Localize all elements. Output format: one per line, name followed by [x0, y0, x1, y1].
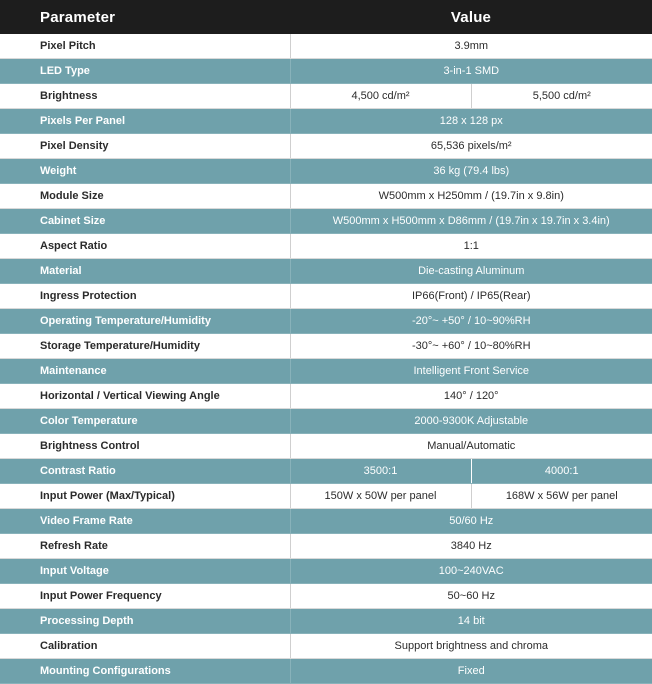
value-cell: 65,536 pixels/m²: [290, 134, 652, 159]
table-row: [0, 184, 652, 209]
value-cell: W500mm x H500mm x D86mm / (19.7in x 19.7in x 3.4in): [290, 209, 652, 234]
parameter-cell: Refresh Rate: [0, 534, 290, 559]
parameter-cell: Module Size: [0, 184, 290, 209]
value-cell: -20°~ +50° / 10~90%RH: [290, 309, 652, 334]
parameter-cell: Material: [0, 259, 290, 284]
table-row: [0, 309, 652, 334]
value-cell: 50~60 Hz: [290, 584, 652, 609]
parameter-cell: Storage Temperature/Humidity: [0, 334, 290, 359]
table-row: [0, 384, 652, 409]
table-row: [0, 509, 652, 534]
table-body: [0, 34, 652, 684]
table-row: [0, 159, 652, 184]
parameter-cell: Weight: [0, 159, 290, 184]
parameter-cell: Horizontal / Vertical Viewing Angle: [0, 384, 290, 409]
parameter-cell: Pixel Density: [0, 134, 290, 159]
value-cell: 2000-9300K Adjustable: [290, 409, 652, 434]
table-row: [0, 209, 652, 234]
value-cell: 3840 Hz: [290, 534, 652, 559]
table-row: [0, 409, 652, 434]
table-row: [0, 484, 652, 509]
table-row: [0, 259, 652, 284]
table-row: [0, 284, 652, 309]
value-cell: Intelligent Front Service: [290, 359, 652, 384]
table-row: [0, 109, 652, 134]
value-cell: 4,500 cd/m²: [290, 84, 471, 109]
parameter-cell: Input Power Frequency: [0, 584, 290, 609]
parameter-cell: Processing Depth: [0, 609, 290, 634]
table-header-row: [0, 0, 652, 34]
parameter-cell: LED Type: [0, 59, 290, 84]
value-cell: 3.9mm: [290, 34, 652, 59]
column-header-parameter: Parameter: [0, 0, 290, 34]
table-row: [0, 634, 652, 659]
parameter-cell: Input Voltage: [0, 559, 290, 584]
table-row: [0, 659, 652, 684]
value-cell: Die-casting Aluminum: [290, 259, 652, 284]
value-cell: Manual/Automatic: [290, 434, 652, 459]
table-row: [0, 534, 652, 559]
parameter-cell: Mounting Configurations: [0, 659, 290, 684]
parameter-cell: Ingress Protection: [0, 284, 290, 309]
value-cell: -30°~ +60° / 10~80%RH: [290, 334, 652, 359]
parameter-cell: Brightness: [0, 84, 290, 109]
parameter-cell: Operating Temperature/Humidity: [0, 309, 290, 334]
parameter-cell: Pixels Per Panel: [0, 109, 290, 134]
value-cell: 50/60 Hz: [290, 509, 652, 534]
value-cell-alt: 168W x 56W per panel: [471, 484, 652, 509]
parameter-cell: Calibration: [0, 634, 290, 659]
value-cell: IP66(Front) / IP65(Rear): [290, 284, 652, 309]
column-header-value: Value: [290, 0, 652, 34]
parameter-cell: Maintenance: [0, 359, 290, 384]
value-cell: 3-in-1 SMD: [290, 59, 652, 84]
value-cell: W500mm x H250mm / (19.7in x 9.8in): [290, 184, 652, 209]
value-cell: 150W x 50W per panel: [290, 484, 471, 509]
table-row: [0, 459, 652, 484]
value-cell: 100~240VAC: [290, 559, 652, 584]
table-row: [0, 334, 652, 359]
table-row: [0, 609, 652, 634]
table-row: [0, 434, 652, 459]
parameter-cell: Aspect Ratio: [0, 234, 290, 259]
parameter-cell: Brightness Control: [0, 434, 290, 459]
table-row: [0, 234, 652, 259]
table-row: [0, 559, 652, 584]
table-row: [0, 584, 652, 609]
table-row: [0, 59, 652, 84]
parameter-cell: Pixel Pitch: [0, 34, 290, 59]
value-cell-alt: 5,500 cd/m²: [471, 84, 652, 109]
table-row: [0, 84, 652, 109]
parameter-cell: Color Temperature: [0, 409, 290, 434]
value-cell: 140° / 120°: [290, 384, 652, 409]
parameter-cell: Input Power (Max/Typical): [0, 484, 290, 509]
table-header: [0, 0, 652, 34]
table-row: [0, 34, 652, 59]
value-cell: 1:1: [290, 234, 652, 259]
value-cell-alt: 4000:1: [471, 459, 652, 484]
parameter-cell: Video Frame Rate: [0, 509, 290, 534]
table-row: [0, 134, 652, 159]
parameter-cell: Cabinet Size: [0, 209, 290, 234]
value-cell: Fixed: [290, 659, 652, 684]
value-cell: Support brightness and chroma: [290, 634, 652, 659]
parameter-cell: Contrast Ratio: [0, 459, 290, 484]
table-row: [0, 359, 652, 384]
value-cell: 14 bit: [290, 609, 652, 634]
value-cell: 128 x 128 px: [290, 109, 652, 134]
value-cell: 36 kg (79.4 lbs): [290, 159, 652, 184]
value-cell: 3500:1: [290, 459, 471, 484]
